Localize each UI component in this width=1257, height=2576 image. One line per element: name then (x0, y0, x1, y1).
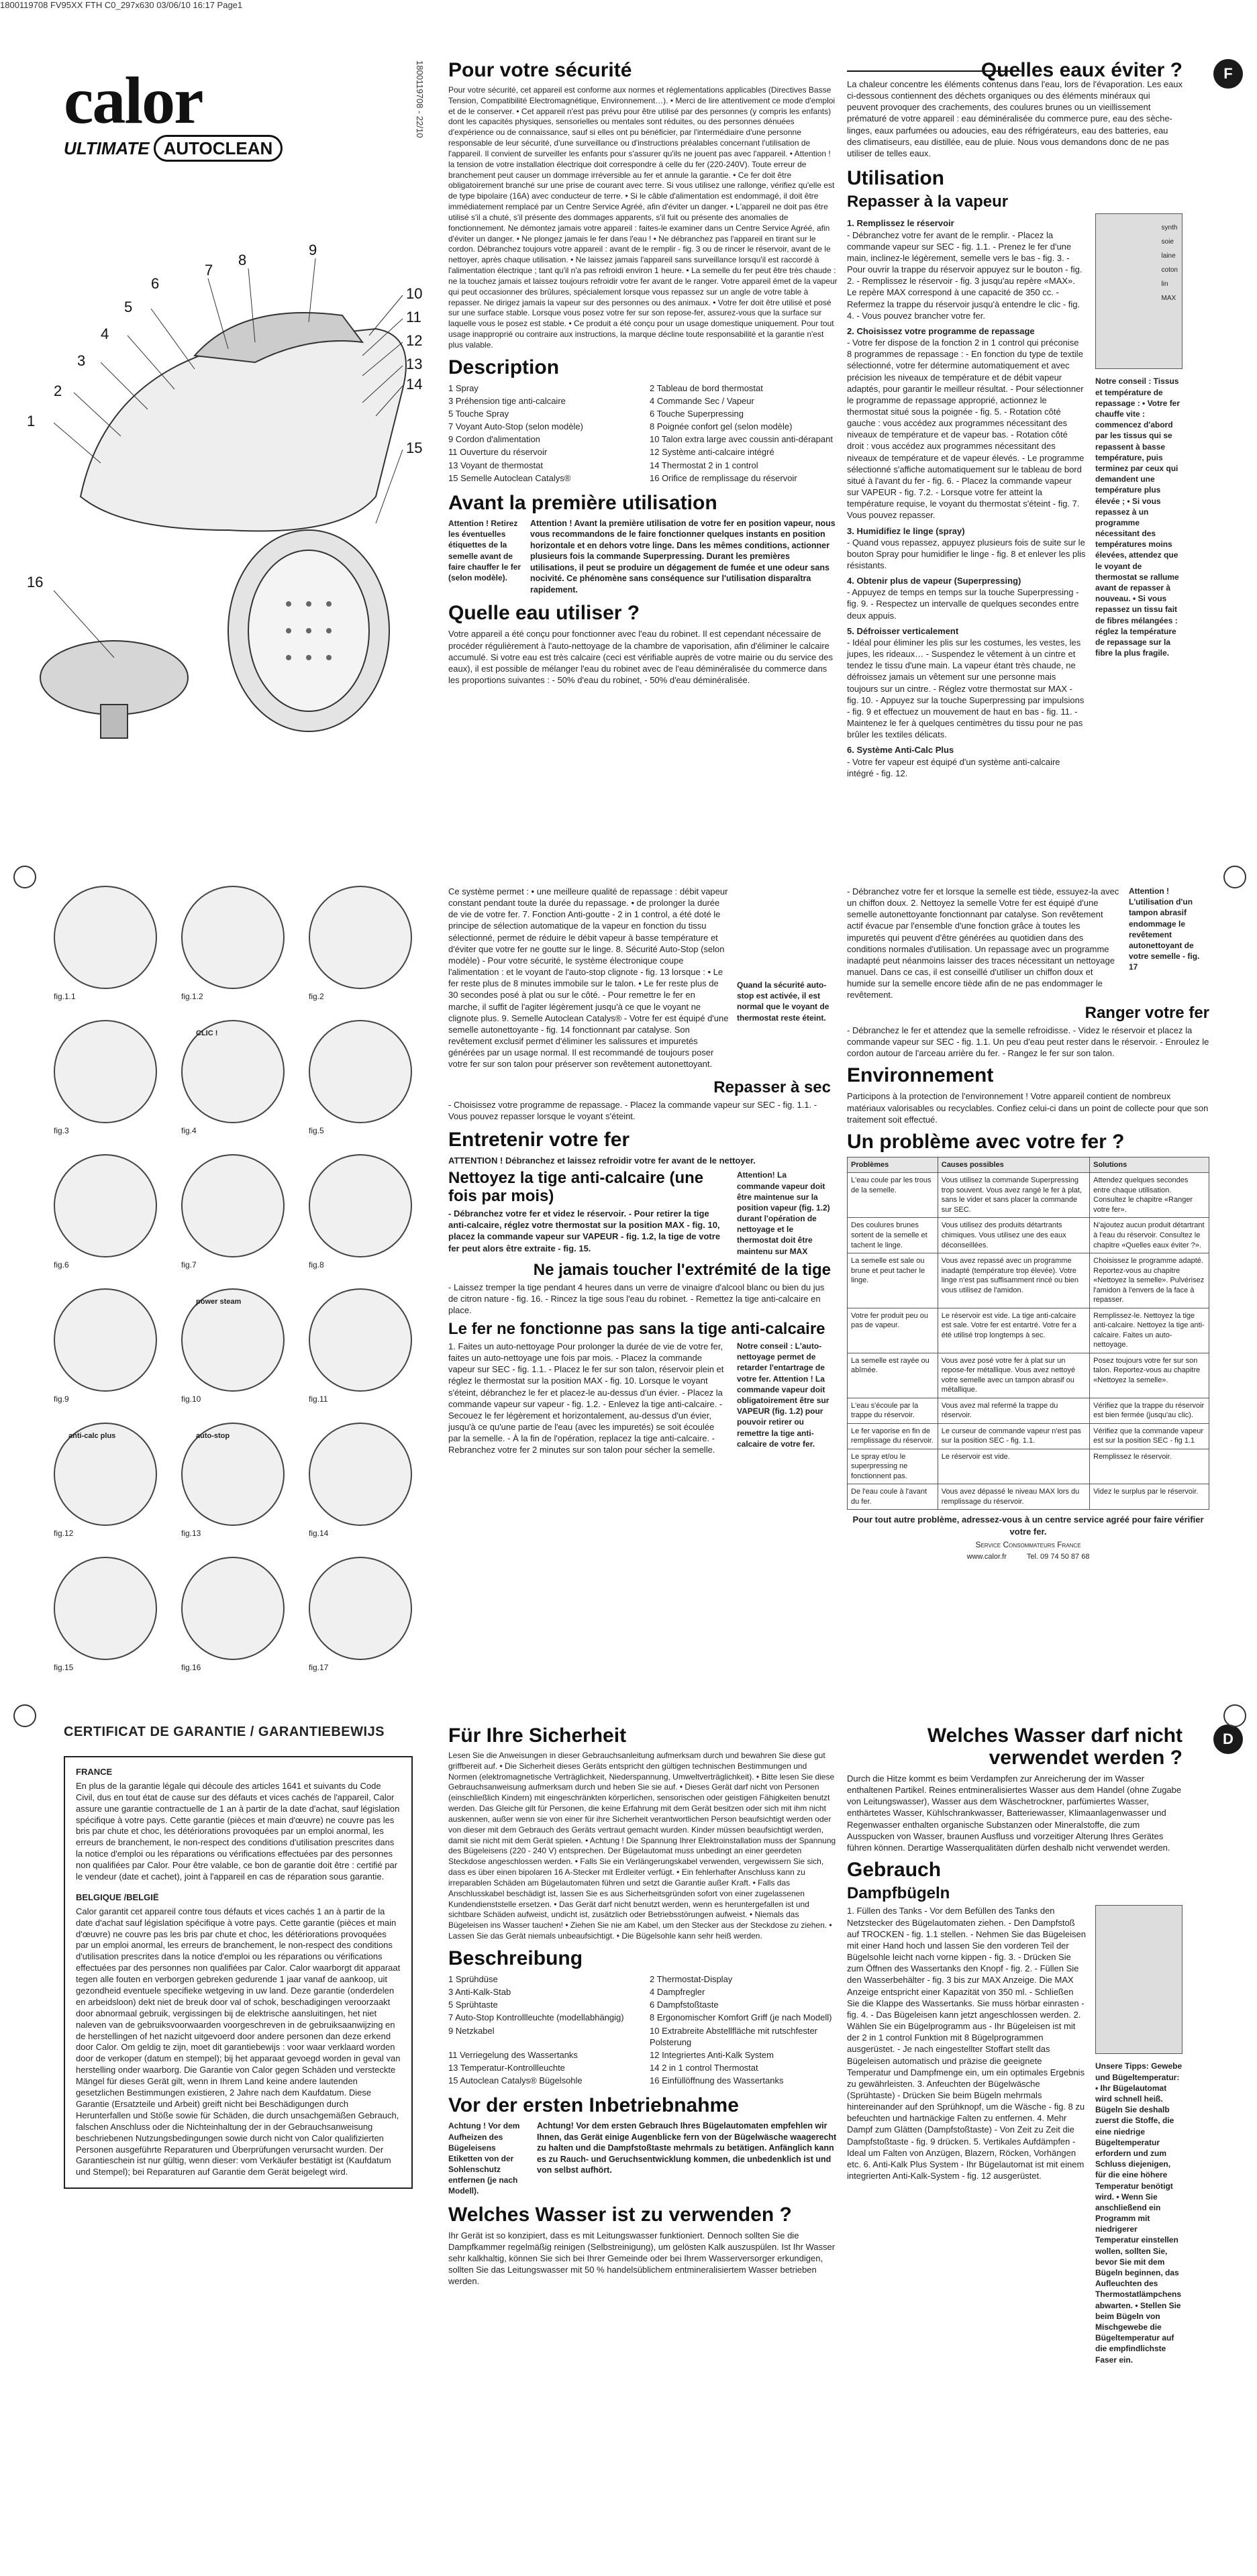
figure-label: fig.8 (309, 1260, 324, 1270)
beschreibung-item: 1 Sprühdüse (448, 1973, 498, 1984)
brand-sub1: ULTIMATE (64, 138, 150, 158)
table-cell: Remplissez-le. Nettoyez la tige anti-calcaire. Nettoyez la tige anti-calcaire. Faites un auto-nettoyage. (1090, 1308, 1209, 1353)
beschreibung-item: 10 Extrabreite Abstellfläche mit rutschfester Polsterung (650, 2025, 818, 2047)
guarantee-title: CERTIFICAT DE GARANTIE / GARANTIEBEWIJS (64, 1724, 385, 1739)
tige-text: - Débranchez votre fer et videz le réservoir. - Pour retirer la tige anti-calcaire, réglez votre thermostat sur la position MAX - fig. 10, placez la commande vapeur sur VAPEUR - fig. 1.2, la tige de votre fer peut alors être extraite - fig. 15. (448, 1208, 721, 1253)
figure-image (54, 1288, 157, 1392)
guarantee-be-head: BELGIQUE /BELGIË (76, 1892, 159, 1902)
table-cell: Vous avez dépassé le niveau MAX lors du remplissage du réservoir. (938, 1484, 1089, 1510)
description-item: 4 Commande Sec / Vapeur (650, 395, 754, 406)
vor-text: Achtung! Vor dem ersten Gebrauch Ihres Bügelautomaten empfehlen wir Ihnen, das Gerät einige Augenblicke fern von der Bügelwäsche waagerecht zu halten und die Dampfstoßtaste mehrmals zu betätigen. Anfänglich kann es zu Rauch- und Geruchsentwicklung kommen, die unbedenklich ist und von selbst aufhört. (537, 2121, 837, 2175)
probleme-title: Un problème avec votre fer ? (847, 1130, 1125, 1153)
description-item: 14 Thermostat 2 in 1 control (650, 460, 758, 470)
guarantee-section (64, 1724, 413, 2189)
figure (181, 1288, 302, 1404)
figure (309, 1154, 430, 1270)
step-title: 5. Défroisser verticalement (847, 625, 959, 636)
tige-note: Attention! La commande vapeur doit être maintenue sur la position vapeur (fig. 1.2) durant l'opération de nettoyage et le thermostat doit être maintenu sur MAX (737, 1170, 830, 1256)
figure-callout: CLIC ! (196, 1029, 218, 1037)
figure (54, 1288, 174, 1404)
figure-grid (54, 886, 430, 1672)
fr-right-column (847, 886, 1209, 1561)
figure-image (181, 1154, 285, 1257)
registration-mark (13, 1704, 36, 1727)
table-cell: Vous utilisez la commande Superpressing trop souvent. Vous avez rangé le fer à plat, sans le vider et sans placer la commande sur SEC. (938, 1173, 1089, 1218)
step-text: - Quand vous repassez, appuyez plusieurs fois de suite sur le bouton Spray pour humidifier le linge - fig. 8 et enlever les plis résistants. (847, 537, 1086, 571)
figure-image (54, 1557, 157, 1660)
description-item: 7 Voyant Auto-Stop (selon modèle) (448, 421, 583, 432)
beschreibung-item: 6 Dampfstoßtaste (650, 2000, 719, 2010)
fabric-chart-de (1095, 1905, 1183, 2054)
utilisation-title: Utilisation (847, 167, 945, 190)
description-item: 13 Voyant de thermostat (448, 460, 543, 470)
table-header: Problèmes (848, 1157, 938, 1173)
sec-text: - Choisissez votre programme de repassage. - Placez la commande vapeur sur SEC - fig. 1.1. - Vous pouvez repasser lorsque le voyant s'éteint. (448, 1099, 817, 1122)
eviter-title: Quelles eaux éviter ? (981, 59, 1183, 81)
svg-text:9: 9 (309, 242, 317, 258)
securite-text: Pour votre sécurité, cet appareil est conforme aux normes et réglementations applicables (Directives Basse Tension, Compatibilité Electromagnétique, Environnement…). • Merci de lire attentivement ce mode d'emploi et de le conserver. • Cet appareil n'est pas prévu pour être utilisé par des personnes (y compris les enfants) dont les capacités physiques, sensorielles ou mentales sont réduites, ou des personnes dénuées d'expérience ou de connaissance, sauf si elles ont pu bénéficier, par l'intermédiaire d'une personne responsable de leur sécurité, d'une surveillance ou d'instructions préalables concernant l'utilisation de l'appareil. Il convient de surveiller les enfants pour s'assurer qu'ils ne jouent pas avec l'appareil. • Attention ! la tension de votre installation électrique doit correspondre à celle du fer (220-240V). Toute erreur de branchement peut causer un dommage irréversible au fer et annule la garantie. • Ce fer doit être obligatoirement branché sur une prise de courant avec terre. Si vous utilisez une rallonge, vérifiez qu'elle est de type bipolaire (16A) avec conducteur de terre. • Si le câble d'alimentation est endommagé, il doit être immédiatement remplacé par un Centre Service Agréé, afin d'éviter un danger. • L'appareil ne doit pas être utilisé s'il a chuté, s'il présente des dommages apparents, s'il fuit ou présente des anomalies de fonctionnement. Ne démontez jamais votre appareil : faites-le examiner dans un Centre Service Agréé, afin d'éviter un danger. • Ne plongez jamais le fer dans l'eau ! • Ne débranchez pas l'appareil en tirant sur le cordon. Débranchez toujours votre appareil : avant de le remplir - fig. 3 ou de rincer le réservoir, avant de le nettoyer, après chaque utilisation. • Ne laissez jamais l'appareil sans surveillance lorsqu'il est raccordé à l'alimentation électrique ; tant qu'il n'a pas refroidi environ 1 heure. • La semelle du fer peut être très chaude : ne la touchez jamais et laissez toujours refroidir votre fer avant de le ranger. Votre appareil émet de la vapeur qui peut occasionner des brûlures, spécialement lorsque vous repassez sur un angle de votre table à repasser. Ne dirigez jamais la vapeur sur des personnes ou des animaux. • Votre fer doit être utilisé et posé sur une surface stable. Lorsque vous posez votre fer sur son repose-fer, assurez-vous que la surface sur laquelle vous le posez est stable. • Ce produit a été conçu pour un usage domestique uniquement. Pour tout usage inapproprié ou contraire aux instructions, la marque décline toute responsabilité et la garantie n'est plus valable. (448, 85, 838, 350)
table-cell: Le curseur de commande vapeur n'est pas sur la position SEC - fig. 1.1. (938, 1423, 1089, 1449)
step-text: - Idéal pour éliminer les plis sur les costumes, les vestes, les jupes, les rideaux… - Suspendez le vêtement à un cintre et tendez le tissu d'une main. La vapeur étant très chaude, ne défroissez jamais un vêtement sur une personne mais toujours sur un cintre. - Réglez votre thermostat sur MAX - fig. 10. - Appuyez sur la touche Superpressing par impulsions - fig. 9 et effectuez un mouvement de haut en bas - fig. 11. - Maintenez le fer à quelques centimètres du tissu pour ne pas brûler les textiles délicats. (847, 637, 1085, 740)
fr-mid-column (448, 886, 831, 1459)
figure-callout: auto-stop (196, 1432, 230, 1440)
table-cell: Le spray et/ou le superpressing ne fonctionnent pas. (848, 1449, 938, 1484)
autostop-note: Quand la sécurité auto-stop est activée, il est normal que le voyant de thermostat reste éteint. (737, 980, 829, 1023)
tipps-note: Unsere Tipps: Gewebe und Bügeltemperatur: • Ihr Bügelautomat wird schnell heiß. Bügeln Sie deshalb zuerst die Stoffe, die eine niedrige Bügeltemperatur erfordern und zum Schluss diejenigen, für die eine höhere Temperatur benötigt wird. • Wenn Sie anschließend ein Programm mit niedrigerer Temperatur einstellen wollen, sollten Sie, bevor Sie mit dem Bügeln beginnen, das Aufleuchten des Thermostatlämpchens abwarten. • Stellen Sie beim Bügeln von Mischgewebe die Bügeltemperatur auf die empfindlichste Faser ein. (1095, 2061, 1183, 2365)
sec-title: Repasser à sec (713, 1078, 831, 1096)
figure-image (309, 1154, 412, 1257)
nicht-title: Welches Wasser darf nicht verwendet werden ? (927, 1724, 1183, 1769)
beschreibung-list (448, 1973, 838, 2088)
avant-text: Attention ! Avant la première utilisation de votre fer en position vapeur, nous vous recommandons de le faire fonctionner quelques instants en position horizontale et en dehors votre linge. Dans les mêmes conditions, actionner plusieurs fois la commande Superpressing. Durant les premières utilisations, il peut se produire un dégagement de fumée et une odeur sans nocivité. Ce phénomène sans conséquence sur l'utilisation disparaîtra rapidement. (530, 518, 836, 595)
securite-title: Pour votre sécurité (448, 59, 632, 81)
step-title: 2. Choisissez votre programme de repassage (847, 325, 1035, 336)
table-row (848, 1423, 1209, 1449)
fr-column-2 (847, 59, 1183, 782)
beschreibung-item: 12 Integriertes Anti-Kalk System (650, 2049, 774, 2060)
beschreibung-item: 7 Auto-Stop Kontrollleuchte (modellabhängig) (448, 2012, 624, 2023)
step-text: - Débranchez votre fer avant de le remplir. - Placez la commande vapeur sur SEC - fig. 1.1. - Prenez le fer d'une main, inclinez-le légèrement, semelle vers le bas - fig. 3. - Pour ouvrir la trappe du réservoir appuyez sur le bouton - fig. 2. - Remplissez le réservoir - fig. 3 jusqu'au repère «MAX». Le repère MAX correspond à une capacité de 350 cc. - Refermez la trappe du réservoir jusqu'à entendre le clic - fig. 4. - Vous pouvez brancher votre fer. (847, 229, 1083, 321)
lang-badge-fr: F (1213, 59, 1243, 89)
entretenir-title: Entretenir votre fer (448, 1129, 630, 1151)
brand-sub2: AUTOCLEAN (154, 135, 283, 162)
table-row (848, 1173, 1209, 1218)
figure-label: fig.17 (309, 1663, 329, 1672)
table-row (848, 1308, 1209, 1353)
figure-label: fig.7 (181, 1260, 197, 1270)
figure-label: fig.6 (54, 1260, 69, 1270)
figure-label: fig.5 (309, 1126, 324, 1135)
beschreibung-item: 9 Netzkabel (448, 2025, 495, 2036)
sans-text: 1. Faites un auto-nettoyage Pour prolonger la durée de vie de votre fer, faites un auto-nettoyage une fois par mois. - Placez la commande vapeur sur SEC - fig. 1.1. - Placez le fer sur son talon, réservoir plein et réglez le thermostat sur la position MAX - fig. 10. Lorsque le voyant s'éteint, débranchez le fer et placez-le au-dessus d'un évier. - Placez la commande vapeur sur vapeur - fig. 1.2. - Enlevez la tige anti-calcaire. - Secouez le fer légèrement et horizontalement, au-dessus d'un évier, jusqu'à ce qu'une partie de l'eau (avec les impuretés) se soit écoulée par la semelle. - À la fin de l'opération, replacez la tige anti-calcaire. - Rebranchez votre fer 2 minutes sur son talon pour sécher la semelle. (448, 1341, 724, 1455)
description-item: 11 Ouverture du réservoir (448, 447, 548, 458)
figure (181, 1020, 302, 1135)
doc-code: 1800119708 - 22/10 (415, 60, 425, 138)
figure-image (181, 886, 285, 989)
service-tel: Tel. 09 74 50 87 68 (1026, 1552, 1090, 1561)
description-item: 9 Cordon d'alimentation (448, 434, 540, 445)
entretenir-warn: ATTENTION ! Débranchez et laissez refroidir votre fer avant de le nettoyer. (448, 1155, 756, 1166)
tige-title: Nettoyez la tige anti-calcaire (une fois par mois) (448, 1169, 704, 1205)
description-list (448, 382, 838, 485)
wasser-title: Welches Wasser ist zu verwenden ? (448, 2203, 792, 2226)
figure-label: fig.9 (54, 1394, 69, 1404)
svg-text:6: 6 (151, 275, 160, 292)
description-title: Description (448, 356, 560, 378)
table-header: Solutions (1090, 1157, 1209, 1173)
de-column-1 (448, 1724, 838, 2290)
figure-label: fig.1.1 (54, 992, 76, 1001)
beschreibung-item: 13 Temperatur-Kontrollleuchte (448, 2063, 565, 2073)
table-cell: L'eau s'écoule par la trappe du réservoir. (848, 1398, 938, 1423)
mid-text: Ce système permet : • une meilleure qualité de repassage : débit vapeur constant pendant toute la durée du repassage. • de prolonger la durée de vie de votre fer. 7. Fonction Anti-goutte - 2 in 1 control, a été doté le principe de sélection automatique de la vapeur en fonction du tissu sélectionné, permet de réduire le débit vapeur à basse température et d'éviter que votre fer ne goutte sur le linge. 8. Sécurité Auto-Stop (selon modèle) - Pour votre sécurité, le système électronique coupe l'alimentation : et le voyant de l'auto-stop clignote - fig. 13 lorsque : • Le fer reste plus de 8 minutes immobile sur le talon. • Le fer reste plus de 30 secondes posé à plat ou sur le côté. - Pour remettre le fer en marche, il suffit de l'agiter légèrement jusqu'à ce que le voyant ne clignote plus. 9. Semelle Autoclean Catalys® - Votre fer est équipé d'une semelle autonettoyante - fig. 14 fonctionnant par catalyse. Son revêtement exclusif permet d'éliminer les salissures et impuretés générées par un usage normal. Il est recommandé de toujours poser votre fer sur son talon pour préserver son revêtement autonettoyant. (448, 886, 729, 1070)
fabric-label: synth (1161, 224, 1178, 232)
figure-image (309, 1557, 412, 1660)
figure (54, 1423, 174, 1538)
figure (54, 1020, 174, 1135)
description-item: 2 Tableau de bord thermostat (650, 382, 763, 393)
figure-label: fig.11 (309, 1394, 328, 1404)
env-title: Environnement (847, 1064, 994, 1087)
figure-image (309, 1423, 412, 1526)
dampf-title: Dampfbügeln (847, 1884, 950, 1903)
description-item: 16 Orifice de remplissage du réservoir (650, 472, 797, 483)
jamais-text: - Laissez tremper la tige pendant 4 heures dans un verre de vinaigre d'alcool blanc ou bien du jus de citron nature - fig. 16. - Rincez la tige sous l'eau du robinet. - Remettez la tige anti-calcaire en place. (448, 1282, 825, 1316)
vor-title: Vor der ersten Inbetriebnahme (448, 2094, 739, 2117)
table-row (848, 1484, 1209, 1510)
nicht-text: Durch die Hitze kommt es beim Verdampfen zur Anreicherung der im Wasser enthaltenen Partikel. Reines entmineralisiertes Wasser aus dem Handel (ohne Zugabe von Leitungswasser), Wasser aus dem Wäschetrockner, parfümiertes Wasser, enthärtetes Wasser, Kühlschrankwasser, Batteriewasser, Klimaanlagenwasser und Regenwasser enthalten organische Substanzen oder Mineralstoffe, die zum Ausspucken von Wasser, braunen Ausfluss und vorzeitiger Alterung Ihres Gerätes führen können. Derartige Wasserqualitäten dürfen deshalb nicht verwendet werden. (847, 1773, 1182, 1853)
table-row (848, 1449, 1209, 1484)
description-item: 3 Préhension tige anti-calcaire (448, 395, 566, 406)
svg-text:15: 15 (406, 440, 423, 456)
guarantee-fr-head: FRANCE (76, 1767, 113, 1777)
avant-side-note: Attention ! Retirez les éventuelles étiquettes de la semelle avant de faire chauffer le fer (selon modèle). (448, 518, 521, 582)
env-text: Participons à la protection de l'environnement ! Votre appareil contient de nombreux matériaux valorisables ou recyclables. Confiez celui-ci dans un point de collecte pour que son traitement soit effectué. (847, 1091, 1209, 1125)
fabric-label: soie (1161, 238, 1174, 246)
description-item: 15 Semelle Autoclean Catalys® (448, 472, 571, 483)
figure (309, 886, 430, 1001)
sicher-text: Lesen Sie die Anweisungen in dieser Gebrauchsanleitung aufmerksam durch und bewahren Sie diese gut griffbereit auf. • Die Sicherheit dieses Geräts entspricht den gültigen technischen Bestimmungen und Normen (elektromagnetische Verträglichkeit, Niederspannung, Umweltverträglichkeit). • Bitte lesen Sie diese Gebrauchsanweisung aufmerksam durch und heben Sie sie auf. • Dieses Gerät darf nicht von Personen (einschließlich Kindern) mit eingeschränkten körperlichen, sensorischen oder geistigen Fähigkeiten benutzt werden. Das Gleiche gilt für Personen, die keine Erfahrung mit dem Gerät besitzen oder sich mit ihm nicht auskennen, außer wenn sie von einer für ihre Sicherheit verantwortlichen Person beaufsichtigt werden oder von dieser mit dem Gebrauch des Geräts vertraut gemacht wurden. Kinder müssen beaufsichtigt werden, damit sie nicht mit dem Gerät spielen. • Achtung ! Die Spannung Ihrer Elektroinstallation muss der Spannung des Bügeleisens (220 - 240 V) entsprechen. Der Bügelautomat muss unbedingt an einer geerdeten Steckdose angeschlossen werden. • Falls Sie ein Verlängerungskabel verwenden, vergewissern Sie sich, dass es über einen bipolaren 16 A-Stecker mit Erdleiter verfügt. • Ein fehlerhafter Anschluss kann zu irreparablen Schäden am Bügelautomaten führen und setzt die Garantie außer Kraft. • Falls das Anschlusskabel beschädigt ist, lassen Sie es aus Sicherheitsgründen sofort von einer zugelassenen Kundendienststelle ersetzen. • Das Gerät darf nicht benutzt werden, wenn es heruntergefallen ist und sichtbare Schäden aufweist, undicht ist, zusätzlich oder Betriebsstörungen aufweist. • Niemals das Bügeleisen ins Wasser tauchen! • Ziehen Sie nie am Kabel, um den Stecker aus der Steckdose zu ziehen. • Lassen Sie das Gerät niemals unbeaufsichtigt. • Die Bügelsohle kann sehr heiß werden. (448, 1751, 836, 1941)
svg-text:12: 12 (406, 332, 423, 349)
figure-label: fig.4 (181, 1126, 197, 1135)
table-cell: Vous avez posé votre fer à plat sur un repose-fer métallique. Vous avez nettoyé votre semelle avec un tampon abrasif ou métallique. (938, 1353, 1089, 1398)
guarantee-fr-text: En plus de la garantie légale qui découle des articles 1641 et suivants du Code Civil, dus en tout état de cause sur des défauts et vices cachés de l'appareil, Calor assure une garantie contractuelle de 1 an à partir de la date d'achat, sauf législation spécifique à votre pays. Cette garantie (pièces et main d'œuvre) ne couvre pas les bris par chute et choc, les détériorations provoquées par un emploi anormal, les erreurs de branchement, le non-respect des conditions d'utilisation prescrites dans la notice d'emploi ou les réparations ou vérifications effectuées par des personnes non qualifiées par Calor. Pour être valable, ce bon de garantie doit être : certifié par le vendeur (date et cachet), joint à l'appareil en cas de réparation sous garantie. (76, 1780, 400, 1882)
step-title: 4. Obtenir plus de vapeur (Superpressing) (847, 576, 1021, 586)
gebrauch-title: Gebrauch (847, 1859, 942, 1882)
beschreibung-item: 15 Autoclean Catalys® Bügelsohle (448, 2075, 583, 2086)
figure (54, 1154, 174, 1270)
figure-image (54, 1020, 157, 1123)
figure (181, 886, 302, 1001)
print-header: 1800119708 FV95XX FTH C0_297x630 03/06/10 16:17 Page1 (0, 0, 243, 10)
figure-image (181, 1423, 285, 1526)
table-cell: Vérifiez que la trappe du réservoir est bien fermée (jusqu'au clic). (1090, 1398, 1209, 1423)
beschreibung-item: 16 Einfüllöffnung des Wassertanks (650, 2075, 784, 2086)
figure-label: fig.13 (181, 1529, 201, 1538)
fr-column-1 (448, 59, 838, 689)
de-column-2 (847, 1724, 1183, 2365)
figure-label: fig.1.2 (181, 992, 203, 1001)
svg-text:5: 5 (124, 299, 133, 315)
svg-text:13: 13 (406, 356, 423, 372)
registration-mark (13, 866, 36, 888)
description-item: 12 Système anti-calcaire intégré (650, 447, 774, 458)
iron-illustration (27, 242, 430, 765)
nettoyez-text: - Débranchez votre fer et lorsque la semelle est tiède, essuyez-la avec un chiffon doux. 2. Nettoyez la semelle Votre fer est équipé d'une semelle autonettoyante fonctionnant par catalyse. Son revêtement actif évacue par l'ensemble d'une fonction grâce à toutes les impuretés qui peuvent d'être générées au quotidien dans des conditions normales d'utilisation. Un repassage avec un programme inadapté peut néanmoins laisser des traces nécessitant un nettoyage manuel. Dans ce cas, il est conseillé d'utiliser un chiffon doux et humide sur la semelle encore tiède afin de ne pas endommager le revêtement. (847, 886, 1119, 1000)
repasser-title: Repasser à la vapeur (847, 193, 1009, 211)
description-item: 1 Spray (448, 382, 479, 393)
table-cell: La semelle est sale ou brune et peut tacher le linge. (848, 1253, 938, 1308)
sicher-title: Für Ihre Sicherheit (448, 1724, 627, 1747)
beschreibung-item: 4 Dampfregler (650, 1987, 705, 1998)
table-header: Causes possibles (938, 1157, 1089, 1173)
figure (181, 1557, 302, 1672)
ranger-text: - Débranchez le fer et attendez que la semelle refroidisse. - Videz le réservoir et placez la commande vapeur sur SEC - fig. 1.1. Un peu d'eau peut rester dans le réservoir. - Enroulez le cordon autour de l'arceau arrière du fer. - Rangez le fer sur son talon. (847, 1025, 1209, 1059)
figure (181, 1154, 302, 1270)
figure-image (181, 1020, 285, 1123)
beschreibung-item: 3 Anti-Kalk-Stab (448, 1987, 511, 1998)
fabric-label: laine (1161, 252, 1176, 260)
fabric-chart (1095, 213, 1183, 369)
description-item: 10 Talon extra large avec coussin anti-dérapant (650, 434, 833, 445)
table-cell: La semelle est rayée ou abîmée. (848, 1353, 938, 1398)
nettoyez-note: Attention ! L'utilisation d'un tampon abrasif endommage le revêtement autonettoyant de votre semelle - fig. 17 (1129, 886, 1200, 972)
eau-title: Quelle eau utiliser ? (448, 602, 640, 625)
trouble-table (847, 1157, 1209, 1510)
jamais-title: Ne jamais toucher l'extrémité de la tige (533, 1260, 831, 1279)
fabric-label: lin (1161, 280, 1168, 289)
svg-text:4: 4 (101, 325, 109, 342)
service-web: www.calor.fr (966, 1552, 1007, 1561)
figure-callout: power steam (196, 1298, 242, 1306)
figure-image (54, 1423, 157, 1526)
step-text: - Votre fer vapeur est équipé d'un système anti-calcaire intégré - fig. 12. (847, 756, 1060, 778)
figure (181, 1423, 302, 1538)
description-item: 8 Poignée confort gel (selon modèle) (650, 421, 793, 432)
figure-image (181, 1288, 285, 1392)
table-cell: Posez toujours votre fer sur son talon. Reportez-vous au chapitre «Nettoyez la semelle». (1090, 1353, 1209, 1398)
figure-callout: anti-calc plus (68, 1432, 116, 1440)
step-title: 1. Remplissez le réservoir (847, 218, 954, 229)
figure-label: fig.14 (309, 1529, 329, 1538)
svg-text:16: 16 (27, 574, 44, 590)
table-cell: Le réservoir est vide. (938, 1449, 1089, 1484)
figure-image (54, 886, 157, 989)
vor-side-note: Achtung ! Vor dem Aufheizen des Bügeleisens Etiketten von der Sohlenschutz entfernen (je nach Modell). (448, 2121, 520, 2196)
gebrauch-text: 1. Füllen des Tanks - Vor dem Befüllen des Tanks den Netzstecker des Bügelautomaten ziehen. - Den Dampfstoß auf TROCKEN - fig. 1.1 stellen. - Nehmen Sie das Bügeleisen mit einer Hand hoch und lassen Sie den vorderen Teil der Bügelsohle leicht nach vorne kippen - fig. 3. - Drücken Sie zum Öffnen des Wassertanks den Knopf - fig. 2. - Füllen Sie den Wasserbehälter - fig. 3 bis zur MAX Anzeige. Die MAX Anzeige entspricht einer Kapazität von 350 ml. - Schließen Sie die Klappe des Wassertanks. Sie muss hörbar einrasten - fig. 4. - Das Bügeleisen kann jetzt angeschlossen werden. 2. Wählen Sie ein Bügelprogramm aus - Ihr Bügeleisen ist mit der 2 in 1 control Funktion mit 8 Bügelprogrammen ausgerüstet. - Je nach eingestellter Stoffart stellt das Bügeleisen automatisch und präzise die geeignete Temperatur und Dampfmenge ein, um ein optimales Ergebnis zu gewährleisten. 3. Anfeuchten der Bügelwäsche (Sprühtaste) - Drücken Sie beim Bügeln mehrmals hintereinander auf den Sprühknopf, um die Wäsche - fig. 8 zu befeuchten und hartnäckige Falten zu entfernen. 4. Mehr Dampf zum Glätten (Dampfstoßtaste) - Von Zeit zu Zeit die Dampfstoßtaste - fig. 9 drücken. 5. Vertikales Aufdämpfen - Ideal um Falten von Anzügen, Blazern, Röcken, Vorhängen etc. 6. Anti-Kalk Plus System - Ihr Bügelautomat ist mit einem integrierten Anti-Kalk-System - fig. 12 ausgerüstet. (847, 1906, 1086, 2181)
table-cell: Remplissez le réservoir. (1090, 1449, 1209, 1484)
figure-label: fig.16 (181, 1663, 201, 1672)
description-item: 5 Touche Spray (448, 409, 509, 419)
svg-text:2: 2 (54, 382, 62, 399)
brand-logo (64, 63, 283, 159)
wasser-text: Ihr Gerät ist so konzipiert, dass es mit Leitungswasser funktioniert. Dennoch sollten Sie die Dampfkammer regelmäßig reinigen (Selbstreinigung), um gelösten Kalk auszuspülen. Ist Ihr Wasser sehr kalkhaltig, können Sie sich bei Ihrer Gemeinde oder bei Ihrem Wasserversorger erkundigen, sollten Sie das Leitungswasser mit 50 % handelsüblichem entmineralisiertem Wasser betrieben werden. (448, 2230, 836, 2287)
table-cell: Le fer vaporise en fin de remplissage du réservoir. (848, 1423, 938, 1449)
figure-image (309, 1020, 412, 1123)
table-cell: Votre fer produit peu ou pas de vapeur. (848, 1308, 938, 1353)
table-cell: Attendez quelques secondes entre chaque utilisation. Consultez le chapitre «Ranger votre fer». (1090, 1173, 1209, 1218)
figure-label: fig.3 (54, 1126, 69, 1135)
beschreibung-item: 11 Verriegelung des Wassertanks (448, 2049, 578, 2060)
step-title: 3. Humidifiez le linge (spray) (847, 525, 965, 536)
registration-mark (1223, 1704, 1246, 1727)
figure-image (309, 886, 412, 989)
beschreibung-item: 8 Ergonomischer Komfort Griff (je nach Modell) (650, 2012, 832, 2023)
svg-text:11: 11 (406, 309, 421, 325)
table-cell: Videz le surplus par le réservoir. (1090, 1484, 1209, 1510)
table-row (848, 1353, 1209, 1398)
beschreibung-item: 14 2 in 1 control Thermostat (650, 2063, 758, 2073)
table-cell: Vérifiez que la commande vapeur est sur la position SEC - fig 1.1 (1090, 1423, 1209, 1449)
table-cell: L'eau coule par les trous de la semelle. (848, 1173, 938, 1218)
avant-title: Avant la première utilisation (448, 491, 717, 514)
figure (309, 1020, 430, 1135)
ranger-title: Ranger votre fer (1085, 1003, 1209, 1022)
table-cell: Le réservoir est vide. La tige anti-calcaire est sale. Votre fer est entartré. Votre fer a été utilisé trop longtemps à sec. (938, 1308, 1089, 1353)
table-footer: Pour tout autre problème, adressez-vous à un centre service agréé pour faire vérifier votre fer. (852, 1514, 1204, 1537)
table-cell: Vous avez repassé avec un programme inadapté (température trop élevée). Votre linge n'est pas suffisamment rincé ou bien vous utilisez de l'amidon. (938, 1253, 1089, 1308)
figure-label: fig.12 (54, 1529, 74, 1538)
table-cell: De l'eau coule à l'avant du fer. (848, 1484, 938, 1510)
repasser-steps (847, 213, 1086, 782)
figure-label: fig.2 (309, 992, 324, 1001)
table-cell: N'ajoutez aucun produit détartrant à l'eau du réservoir. Consultez le chapitre «Quelles eaux éviter ?». (1090, 1218, 1209, 1253)
table-cell: Vous avez mal refermé la trappe du réservoir. (938, 1398, 1089, 1423)
eviter-text: La chaleur concentre les éléments contenus dans l'eau, lors de l'évaporation. Les eaux ci-dessous contiennent des déchets organiques ou des éléments minéraux qui peuvent provoquer des crachements, des coulures brunes ou un vieillissement prématuré de votre appareil : eau déminéralisée du commerce pure, eau des sèche-linges, eaux parfumées ou adoucies, eau des réfrigérateurs, eau des batteries, eau des climatiseurs, eau distillée, eau de pluie. Nous vous demandons donc de ne pas utiliser de telles eaux. (847, 79, 1183, 158)
table-row (848, 1398, 1209, 1423)
lang-badge-de: D (1213, 1724, 1243, 1754)
service-name: Service Consommateurs France (975, 1539, 1081, 1549)
table-cell: Choisissez le programme adapté. Reportez-vous au chapitre «Nettoyez la semelle». Pulvérisez l'amidon à l'envers de la face à repasser. (1090, 1253, 1209, 1308)
eau-text: Votre appareil a été conçu pour fonctionner avec l'eau du robinet. Il est cependant nécessaire de procéder régulièrement à l'auto-nettoyage de la chambre de vaporisation, afin d'éliminer le calcaire accumulé. Si votre eau est très calcaire (ceci est vérifiable auprès de votre mairie ou du service des eaux), il est possible de mélanger l'eau du robinet avec de l'eau déminéralisée du commerce dans les proportions suivantes : - 50% d'eau du robinet, - 50% d'eau déminéralisée. (448, 629, 833, 686)
figure-label: fig.15 (54, 1663, 74, 1672)
table-cell: Vous utilisez des produits détartrants chimiques. Vous utilisez une des eaux déconseillées. (938, 1218, 1089, 1253)
conseil-note: Notre conseil : Tissus et température de repassage : • Votre fer chauffe vite : commencez d'abord par les tissus qui se repassent à basse température, puis terminez par ceux qui demandent une température plus élevée ; • Si vous repassez à un programme nécessitant des températures moins élevées, attendez que le voyant de thermostat se rallume avant de repasser à nouveau. • Si vous repassez un tissu fait de fibres mélangées : réglez la température de repassage sur la fibre la plus fragile. (1095, 376, 1180, 658)
step-title: 6. Système Anti-Calc Plus (847, 745, 954, 756)
table-row (848, 1218, 1209, 1253)
svg-text:1: 1 (27, 413, 36, 429)
beschreibung-item: 5 Sprühtaste (448, 2000, 498, 2010)
figure (54, 886, 174, 1001)
figure (309, 1557, 430, 1672)
step-text: - Appuyez de temps en temps sur la touche Superpressing - fig. 9. - Respectez un intervalle de quelques secondes entre deux appuis. (847, 587, 1079, 621)
brand-name: calor (64, 63, 203, 138)
table-cell: Des coulures brunes sortent de la semelle et tachent le linge. (848, 1218, 938, 1253)
svg-text:7: 7 (205, 262, 213, 278)
guarantee-be-text: Calor garantit cet appareil contre tous défauts et vices cachés 1 an à partir de la date d'achat sauf législation spécifique à votre pays. Cette garantie (pièces et main d'œuvre) ne couvre pas les bris par chute et choc, les détériorations provoquées par un emploi anormal, les erreurs de branchement, le non-respect des conditions d'utilisation prescrites dans la notice d'emploi ou les réparations ou vérifications effectuées par des personnes non qualifiées par Calor. Calor waarborgt dit apparaat tegen alle fouten en verborgen gebreken gedurende 1 jaar vanaf de aankoop, uit gezondheid eventuele specifieke wetgeving in uw land. Deze garantie (onderdelen en arbeidsloon) dekt niet de breuk door val of schok, beschadigingen veroorzaakt door abnormaal gebruik, vergissingen bij de elektrische aansluitingen, het niet naleven van de gebruiksvoorwaarden voorgeschreven in de gebruiksaanwijzing en de herstellingen of het nazicht uitgevoerd door andere personen dan deze erkend door Calor. Om geldig te zijn, moet dit garantiebewijs : voor waar verklaard worden door de verkoper (datum en stempel); bij het apparaat gevoegd worden in geval van herstelling onder waarborg. Die Garantie von Calor gegen Schäden und versteckte Mängel für dieses Gerät gilt, wenn in Ihrem Land keine andere lautenden gesetzlichen Bestimmungen existieren, 2 Jahre nach dem Kaufdatum. Diese Garantie (Ersatzteile und Arbeit) greift nicht bei Beschädigungen durch Herunterfallen und Stöße sowie für Schäden, die durch unsachgemäßen Gebrauch, falschen Anschluss oder die Nichteinhaltung der in der Gebrauchsanweisung beschriebenen Nutzungsbedingungen sowie durch nicht von Calor qualifizierten Personen ausgeführte Reparaturen und Überprüfungen verursacht wurden. Der Garantieschein ist nur gültig, wenn dieser: vom Verkäufer bestätigt ist (Kaufdatum und Stempel); bei Reparaturen auf Garantie dem Gerät beigelegt wird. (76, 1906, 401, 2177)
svg-text:8: 8 (238, 252, 247, 268)
svg-text:14: 14 (406, 376, 423, 393)
registration-mark (1223, 866, 1246, 888)
sans-note: Notre conseil : L'auto-nettoyage permet de retarder l'entartrage de votre fer. Attention ! La commande vapeur doit obligatoirement être sur VAPEUR (fig. 1.2) pour pouvoir retirer ou remettre la tige anti-calcaire de votre fer. (737, 1341, 829, 1449)
svg-text:10: 10 (406, 285, 423, 302)
brand-subtitle (64, 138, 283, 159)
fabric-label: MAX (1161, 295, 1176, 303)
figure-image (309, 1288, 412, 1392)
svg-text:3: 3 (77, 352, 86, 369)
beschreibung-item: 2 Thermostat-Display (650, 1973, 733, 1984)
figure-image (181, 1557, 285, 1660)
table-row (848, 1253, 1209, 1308)
figure (54, 1557, 174, 1672)
figure-image (54, 1154, 157, 1257)
fabric-label: coton (1161, 266, 1178, 274)
sans-title: Le fer ne fonctionne pas sans la tige anti-calcaire (448, 1319, 825, 1338)
figure (309, 1288, 430, 1404)
figure-label: fig.10 (181, 1394, 201, 1404)
step-text: - Votre fer dispose de la fonction 2 in 1 control qui préconise 8 programmes de repassage : - En fonction du type de textile sélectionné, votre fer détermine automatiquement et avec précision les niveaux de température et de débit vapeur adaptés, pour garantir le meilleur résultat. - Pour sélectionner le programme de repassage approprié, actionnez le thermostat situé sous la poignée - fig. 5. - Rotation côté gauche : vous accédez aux programmes nécessitant des niveaux de température et de vapeur bas. - Rotation côté droit : vous accédez aux programmes nécessitant des niveaux de température et de vapeur élevés. - Le programme sélectionné s'affiche automatiquement sur le tableau de bord situé à l'avant du fer - fig. 6. - Placez la commande vapeur sur VAPEUR - fig. 7.2. - Lorsque votre fer atteint la température requise, le voyant du thermostat s'éteint - fig. 7. Vous pouvez repasser. (847, 338, 1085, 521)
beschreibung-title: Beschreibung (448, 1947, 583, 1969)
figure (309, 1423, 430, 1538)
description-item: 6 Touche Superpressing (650, 409, 744, 419)
